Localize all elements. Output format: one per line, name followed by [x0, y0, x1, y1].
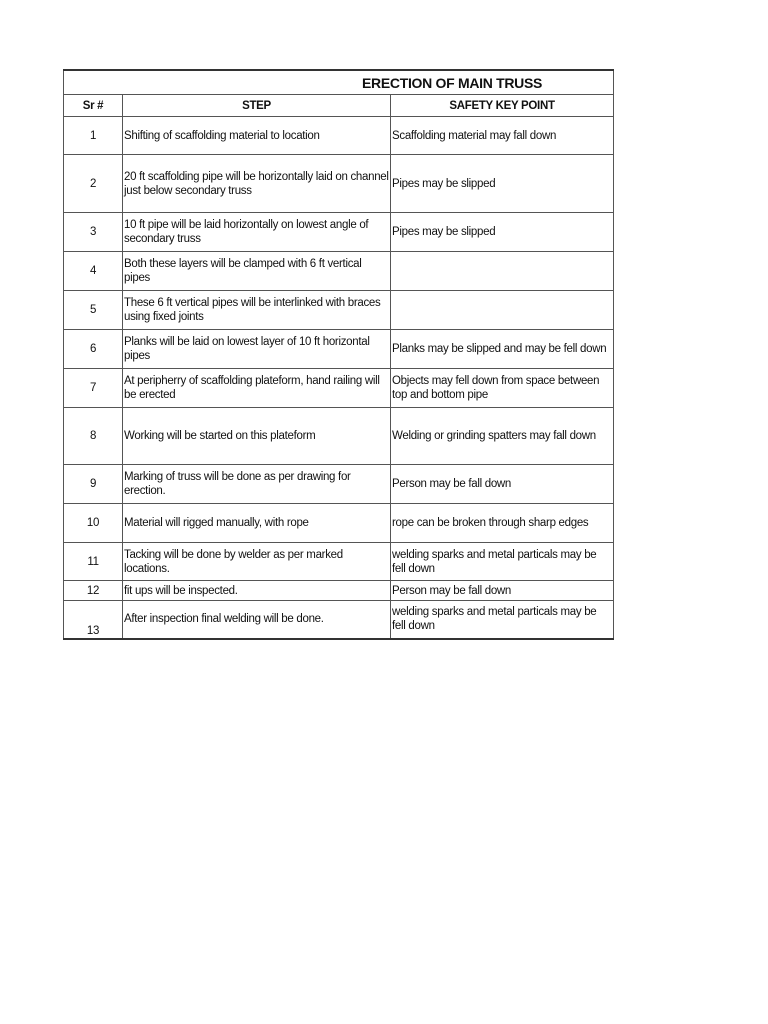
row-step: Material will rigged manually, with rope [123, 504, 391, 543]
title-row [64, 70, 614, 95]
row-sr: 1 [64, 117, 123, 155]
header-row [64, 95, 614, 117]
row-safety: Person may be fall down [391, 465, 614, 504]
row-step: Both these layers will be clamped with 6 ft vertical pipes [123, 252, 391, 291]
row-safety: Pipes may be slipped [391, 213, 614, 252]
table-row [64, 369, 614, 408]
table-row [64, 213, 614, 252]
row-step: fit ups will be inspected. [123, 581, 391, 601]
row-sr: 8 [64, 408, 123, 465]
table-row [64, 581, 614, 601]
row-sr: 10 [64, 504, 123, 543]
table-row [64, 330, 614, 369]
row-step: 10 ft pipe will be laid horizontally on lowest angle of secondary truss [123, 213, 391, 252]
row-step: Planks will be laid on lowest layer of 10 ft horizontal pipes [123, 330, 391, 369]
row-sr: 7 [64, 369, 123, 408]
table-row [64, 291, 614, 330]
row-safety: Person may be fall down [391, 581, 614, 601]
row-step: Shifting of scaffolding material to location [123, 117, 391, 155]
row-safety: Scaffolding material may fall down [391, 117, 614, 155]
row-safety: Objects may fell down from space between top and bottom pipe [391, 369, 614, 408]
row-step: Working will be started on this plateform [123, 408, 391, 465]
row-step: Tacking will be done by welder as per marked locations. [123, 543, 391, 581]
row-step: These 6 ft vertical pipes will be interlinked with braces using fixed joints [123, 291, 391, 330]
table-row [64, 117, 614, 155]
row-sr: 4 [64, 252, 123, 291]
row-step: At peripherry of scaffolding plateform, hand railing will be erected [123, 369, 391, 408]
row-sr: 11 [64, 543, 123, 581]
table-row [64, 543, 614, 581]
row-sr: 9 [64, 465, 123, 504]
row-sr: 12 [64, 581, 123, 601]
row-safety: welding sparks and metal particals may be fell down [391, 601, 614, 639]
row-sr: 13 [64, 601, 123, 639]
header-sr: Sr # [64, 95, 123, 117]
row-sr: 2 [64, 155, 123, 213]
row-sr: 6 [64, 330, 123, 369]
row-sr: 5 [64, 291, 123, 330]
row-safety: welding sparks and metal particals may be fell down [391, 543, 614, 581]
row-safety [391, 252, 614, 291]
table-row [64, 465, 614, 504]
header-step: STEP [123, 95, 391, 117]
row-step: 20 ft scaffolding pipe will be horizontally laid on channel just below secondary truss [123, 155, 391, 213]
table-row [64, 601, 614, 639]
table-row [64, 155, 614, 213]
row-safety [391, 291, 614, 330]
table-row [64, 504, 614, 543]
row-safety: Pipes may be slipped [391, 155, 614, 213]
table-row [64, 252, 614, 291]
row-step: After inspection final welding will be done. [123, 601, 391, 639]
table-title: ERECTION OF MAIN TRUSS [64, 70, 614, 95]
row-safety: Planks may be slipped and may be fell down [391, 330, 614, 369]
truss-erection-table [63, 69, 614, 640]
row-safety: rope can be broken through sharp edges [391, 504, 614, 543]
row-safety: Welding or grinding spatters may fall down [391, 408, 614, 465]
row-sr: 3 [64, 213, 123, 252]
table-row [64, 408, 614, 465]
header-safety: SAFETY KEY POINT [391, 95, 614, 117]
row-step: Marking of truss will be done as per drawing for erection. [123, 465, 391, 504]
